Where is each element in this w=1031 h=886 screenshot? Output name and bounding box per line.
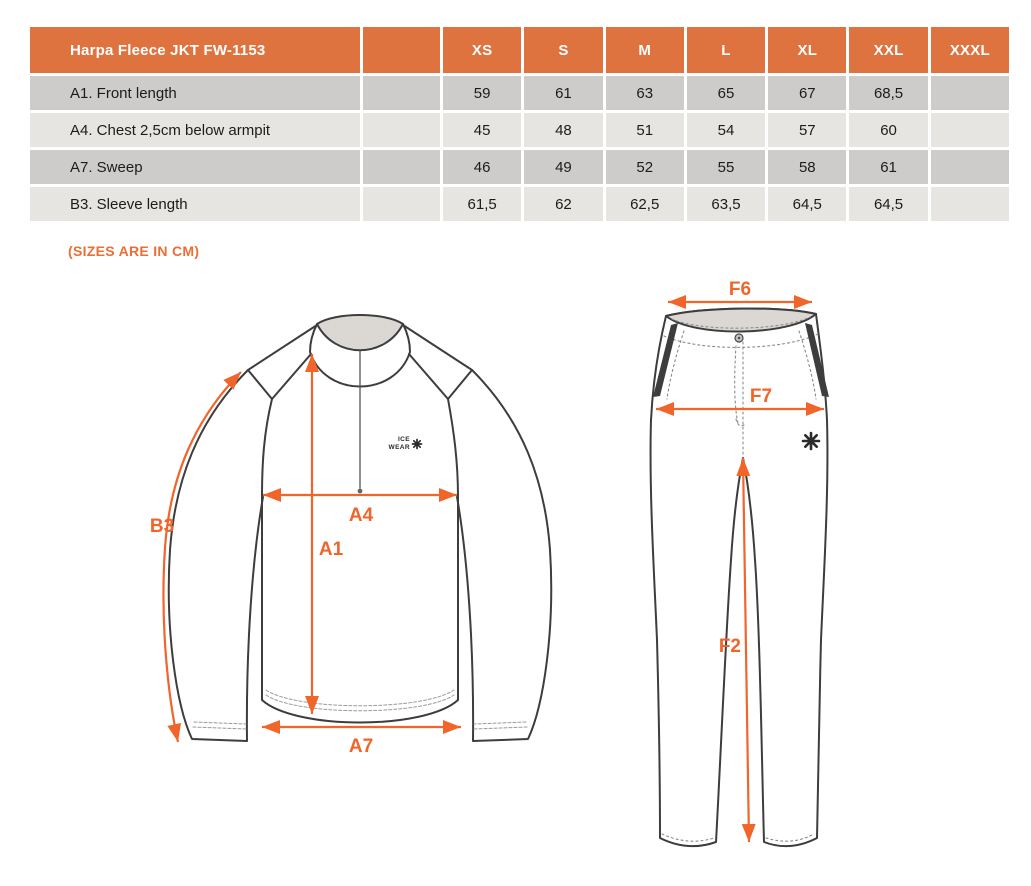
logo-text-line1: ICE [397, 436, 410, 443]
table-value: 68,5 [849, 76, 927, 110]
f7-label: F7 [749, 386, 773, 407]
snowflake-icon [413, 440, 422, 449]
b3-arrow [163, 372, 241, 742]
row-label: A4. Chest 2,5cm below armpit [30, 113, 360, 147]
table-value: 49 [524, 150, 602, 184]
logo-text-line2: WEAR [388, 444, 410, 451]
table-value: 63 [606, 76, 684, 110]
jacket-measure-arrows [163, 354, 461, 742]
table-value: 63,5 [687, 187, 765, 221]
table-value: 57 [768, 113, 846, 147]
table-value: 60 [849, 113, 927, 147]
table-value: 61,5 [443, 187, 521, 221]
table-value: 45 [443, 113, 521, 147]
jacket-collar-inside [317, 315, 403, 350]
table-value: 64,5 [768, 187, 846, 221]
sizes-note: (SIZES ARE IN CM) [68, 243, 200, 259]
pants-button-dot [738, 337, 740, 339]
jacket-diagram [169, 315, 551, 741]
f6-label: F6 [728, 279, 752, 300]
table-value: 55 [687, 150, 765, 184]
row-label: A1. Front length [30, 76, 360, 110]
f2-label: F2 [718, 636, 741, 657]
table-value: 67 [768, 76, 846, 110]
table-value: 58 [768, 150, 846, 184]
table-value: 61 [524, 76, 602, 110]
a1-label: A1 [318, 539, 344, 560]
jacket-zipper-pull [358, 489, 363, 494]
table-value: 51 [606, 113, 684, 147]
col-header-l: L [687, 27, 765, 73]
col-header-xxxl: XXXL [931, 27, 1009, 73]
row-label: B3. Sleeve length [30, 187, 360, 221]
table-value: 64,5 [849, 187, 927, 221]
table-value: 54 [687, 113, 765, 147]
table-value: 61 [849, 150, 927, 184]
col-header-m: M [606, 27, 684, 73]
table-value: 48 [524, 113, 602, 147]
col-header-xxl: XXL [849, 27, 927, 73]
table-value: 62,5 [606, 187, 684, 221]
table-value: 52 [606, 150, 684, 184]
table-value: 59 [443, 76, 521, 110]
table-value: 62 [524, 187, 602, 221]
icewear-logo [389, 436, 422, 451]
pants-outline [651, 309, 828, 847]
row-label: A7. Sweep [30, 150, 360, 184]
a7-label: A7 [348, 736, 374, 757]
pants-diagram [651, 309, 829, 847]
f2-arrow [743, 458, 749, 842]
a4-label: A4 [348, 505, 374, 526]
table-value: 65 [687, 76, 765, 110]
table-title: Harpa Fleece JKT FW-1153 [30, 27, 360, 73]
col-header-xs: XS [443, 27, 521, 73]
b3-label: B3 [149, 516, 175, 537]
jacket-left-sleeve [169, 370, 263, 741]
jacket-right-sleeve [457, 370, 551, 741]
col-header-xl: XL [768, 27, 846, 73]
snowflake-icon [803, 433, 819, 449]
table-value: 46 [443, 150, 521, 184]
col-header-s: S [524, 27, 602, 73]
